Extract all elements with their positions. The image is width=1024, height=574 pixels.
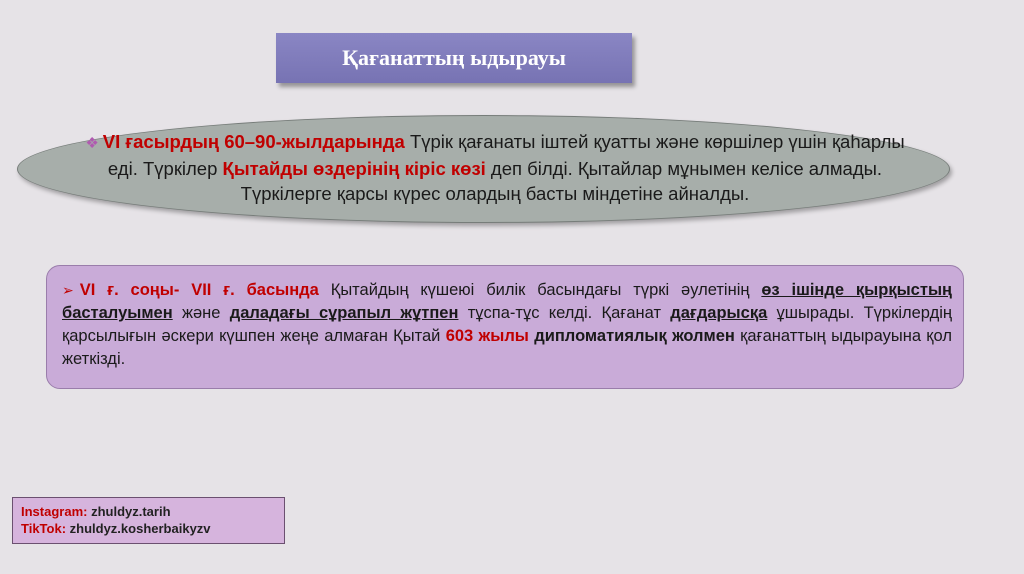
arrow-bullet-icon: ➢: [62, 282, 74, 298]
income-source-highlight: Қытайды өздерінің кіріс көзі: [222, 158, 486, 179]
text-segment: тұспа-тұс келді. Қағанат: [458, 304, 671, 322]
tiktok-label: TikTok:: [21, 521, 67, 536]
bold-phrase: өз ішінде қырқыстың басталуымен: [62, 281, 952, 322]
detail-text: [62, 279, 952, 371]
text-segment: Қытайдың күшеюі билік басындағы түркі әулетінің: [318, 281, 762, 299]
text-segment: ұшырады. Түркілердің қарсылығын әскери күшпен жеңе алмаған Қытай: [62, 304, 952, 345]
bold-phrase: даладағы сұрапыл жұтпен: [229, 304, 459, 322]
year-highlight: 603 жылы: [445, 327, 529, 345]
instagram-label: Instagram:: [21, 504, 88, 519]
bold-phrase: дипломатиялық жолмен: [534, 327, 735, 345]
diamond-bullet-icon: ❖: [85, 135, 99, 152]
tiktok-handle: zhuldyz.kosherbaikyzv: [66, 521, 211, 536]
text-segment: Түрік қағанаты іштей қуатты және көршілер үшін қаһарлы еді. Түркілер: [107, 131, 905, 179]
period-highlight: VI ғ. соңы- VII ғ. басында: [79, 281, 319, 299]
period-highlight: VI ғасырдың 60–90-жылдарында: [102, 131, 405, 152]
text-segment: қағанаттың ыдырауына қол жеткізді.: [62, 327, 952, 368]
text-segment: деп білді. Қытайлар мұнымен келісе алмады. Түркілерге қарсы күрес олардың басты міндетіне айналды.: [240, 158, 883, 204]
instagram-handle: zhuldyz.tarih: [87, 504, 171, 519]
tiktok-line: [21, 520, 284, 537]
social-links-box: [12, 497, 285, 544]
instagram-line: [21, 503, 284, 520]
slide-title: [276, 33, 632, 83]
text-segment: және: [172, 304, 230, 322]
slide-title-text: Қағанаттың ыдырауы: [342, 45, 566, 70]
info-ellipse-text: [80, 129, 910, 206]
bold-phrase: дағдарысқа: [670, 304, 768, 322]
